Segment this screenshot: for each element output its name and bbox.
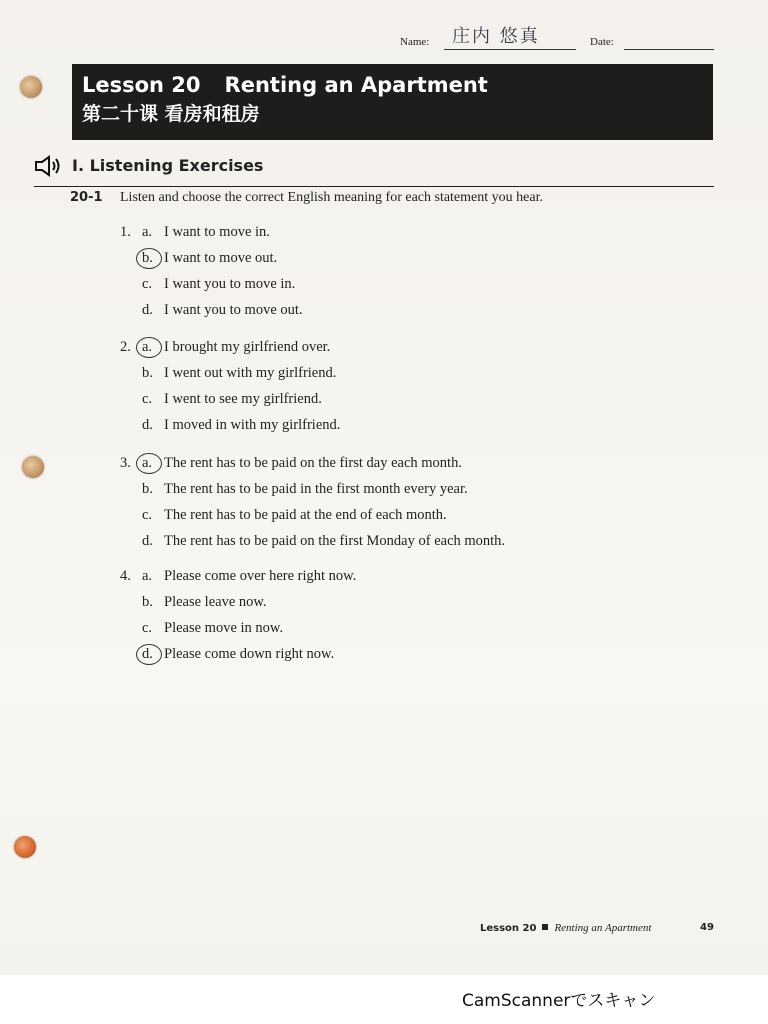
lesson-number: Lesson 20 — [82, 73, 201, 97]
option-text: I went to see my girlfriend. — [164, 391, 322, 407]
option-text: Please come down right now. — [164, 646, 335, 662]
option-text: The rent has to be paid at the end of each month. — [164, 507, 447, 523]
camscanner-watermark: CamScannerでスキャン — [462, 991, 656, 1011]
option-text: Please move in now. — [164, 620, 284, 636]
binder-hole-middle — [22, 456, 44, 478]
footer-lesson: Lesson 20 — [480, 923, 537, 934]
lesson-title-en — [82, 70, 703, 100]
binder-hole-top — [20, 76, 42, 98]
option-letter: c. — [142, 276, 153, 292]
option-letter: a. — [142, 224, 153, 240]
option-letter: c. — [142, 620, 153, 636]
handwritten-name: 庄内 悠真 — [452, 26, 540, 47]
circled-option-letter: b. — [142, 245, 162, 271]
option-text: I went out with my girlfriend. — [164, 365, 337, 381]
option-letter: b. — [142, 365, 153, 381]
question-number: 4. — [120, 568, 131, 584]
footer-title: Renting an Apartment — [554, 922, 652, 934]
question-number: 1. — [120, 224, 131, 240]
option-text: Please come over here right now. — [164, 568, 357, 584]
exercise-instruction-row — [70, 190, 543, 206]
exercise-instruction: Listen and choose the correct English meaning for each statement you hear. — [120, 190, 543, 205]
lesson-name: Renting an Apartment — [224, 73, 488, 97]
option-text: I want you to move out. — [164, 302, 303, 318]
option-text: Please leave now. — [164, 594, 267, 610]
question-number: 2. — [120, 339, 131, 355]
speaker-icon — [34, 154, 64, 178]
option-text: I brought my girlfriend over. — [164, 339, 331, 355]
lesson-banner — [72, 64, 713, 140]
option-letter: b. — [142, 594, 153, 610]
exercise-number: 20-1 — [70, 190, 103, 205]
option-letter: d. — [142, 417, 153, 433]
date-label: Date: — [590, 36, 614, 48]
circled-option-letter: a. — [142, 334, 162, 360]
page-footer — [480, 922, 720, 934]
page-number: 49 — [700, 922, 714, 933]
circled-option-letter: d. — [142, 641, 162, 667]
option-text: I want to move out. — [164, 250, 278, 266]
name-label: Name: — [400, 36, 430, 48]
option-text: I want you to move in. — [164, 276, 296, 292]
option-text: The rent has to be paid in the first month every year. — [164, 481, 468, 497]
section-header — [34, 152, 714, 187]
option-letter: d. — [142, 302, 153, 318]
section-title: I. Listening Exercises — [72, 156, 264, 175]
binder-hole-bottom — [14, 836, 36, 858]
name-date-row — [400, 26, 720, 50]
option-letter: b. — [142, 481, 153, 497]
option-letter: d. — [142, 533, 153, 549]
option-letter: c. — [142, 391, 153, 407]
option-letter: a. — [142, 568, 153, 584]
circled-option-letter: a. — [142, 450, 162, 476]
option-text: I moved in with my girlfriend. — [164, 417, 341, 433]
date-line — [624, 27, 714, 50]
option-text: I want to move in. — [164, 224, 270, 240]
option-text: The rent has to be paid on the first Monday of each month. — [164, 533, 506, 549]
lesson-title-zh: 第二十课 看房和租房 — [82, 103, 260, 125]
footer-separator-icon — [542, 924, 548, 930]
option-text: The rent has to be paid on the first day each month. — [164, 455, 462, 471]
question-number: 3. — [120, 455, 131, 471]
option-letter: c. — [142, 507, 153, 523]
